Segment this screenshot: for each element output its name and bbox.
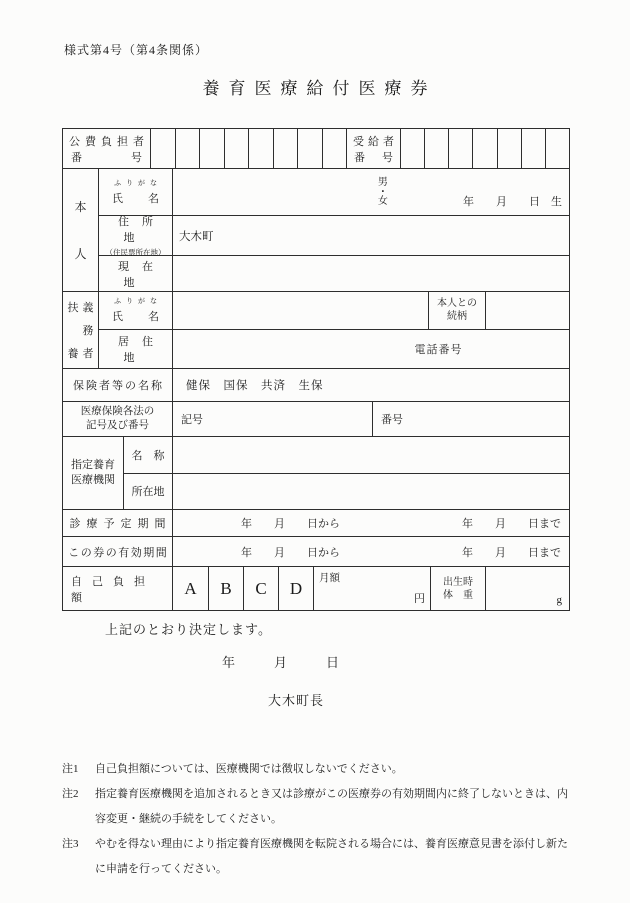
note-text: 指定養育医療機関を追加されるとき又は診療がこの医療券の有効期間内に終了しないときは、内容変更・継続の手続をしてください。 [95, 788, 568, 825]
self-pay-label: 自己負担額 [63, 567, 173, 610]
number-box [176, 129, 201, 168]
institution-address-row [124, 474, 569, 510]
number-box [225, 129, 250, 168]
recipient-number-label-line2 [347, 149, 400, 165]
number-box [151, 129, 176, 168]
decision-date-template: 年 月 日 [222, 655, 340, 670]
payer-number-label-line1: 公費負担者 [69, 135, 149, 148]
note-item [62, 757, 569, 782]
address-label-sub: （住民票所在地） [105, 248, 166, 257]
validity-period-value [173, 537, 569, 566]
form-number-note: 様式第4号（第4条関係） [64, 43, 209, 57]
number-box [425, 129, 449, 168]
obligor-section [63, 292, 569, 369]
recipient-number-go: 号 [382, 151, 393, 164]
period-to: 年 月 日まで [462, 546, 561, 559]
residence-value [173, 330, 569, 368]
decision-statement: 上記のとおり決定します。 [105, 622, 272, 637]
number-box [323, 129, 347, 168]
institution-section [63, 437, 569, 510]
obligor-char-gi: 義 [82, 302, 94, 314]
payer-number-go: 号 [131, 151, 142, 164]
phone-number-label: 電話番号 [414, 343, 463, 356]
sex-female: 女 [377, 195, 388, 207]
period-from: 年 月 日から [241, 518, 340, 530]
person-name-label [99, 169, 173, 215]
sex-male: 男 [377, 176, 388, 188]
obligor-char-fu: 扶 [67, 302, 79, 314]
payer-number-label-line2 [63, 149, 150, 165]
payer-number-label [63, 129, 151, 168]
self-pay-row [63, 567, 569, 610]
mayor-signature: 大木町長 [268, 693, 325, 708]
number-box [546, 129, 569, 168]
validity-period-row [63, 537, 569, 567]
sex-selector [378, 178, 388, 207]
treatment-period-row [63, 510, 569, 537]
obligor-name-row [99, 292, 569, 330]
number-field-label: 番号 [381, 414, 403, 426]
validity-period-label: この券の有効期間 [63, 537, 173, 566]
note-text: 自己負担額については、医療機関では徴収しないでください。 [95, 763, 403, 775]
recipient-number-label [346, 129, 401, 168]
person-heading-char1: 本 [74, 200, 87, 215]
insurer-options: 健保 国保 共済 生保 [186, 380, 324, 392]
current-location-value [173, 256, 569, 291]
person-name-value [173, 169, 569, 215]
person-name-row [99, 169, 569, 216]
note-item [62, 782, 569, 832]
self-pay-option-c: C [244, 567, 279, 610]
person-section [63, 169, 569, 292]
number-box [200, 129, 225, 168]
obligor-heading [63, 292, 99, 368]
birth-weight-label: 出生時 体 重 [431, 567, 486, 610]
person-heading [63, 169, 99, 291]
note-item [62, 832, 569, 882]
number-row [63, 129, 569, 169]
note-number: 注2 [62, 788, 79, 800]
institution-name-value [173, 437, 569, 473]
insurance-code-label: 医療保険各法の 記号及び番号 [63, 402, 173, 436]
period-from: 年 月 日から [241, 546, 340, 559]
furigana-label: ふりがな [114, 179, 162, 187]
number-box [498, 129, 522, 168]
recipient-number-ban: 番 [354, 151, 365, 164]
institution-address-label: 所在地 [124, 474, 173, 510]
note-number: 注3 [62, 838, 79, 850]
note-number: 注1 [62, 763, 79, 775]
voucher-table [62, 128, 570, 611]
name-label: 氏 名 [112, 311, 166, 324]
obligor-name-label [99, 292, 173, 329]
name-label: 氏 名 [112, 193, 166, 205]
treatment-period-label: 診療予定期間 [63, 510, 173, 536]
symbol-field-label: 記号 [173, 402, 373, 436]
furigana-label: ふりがな [114, 297, 162, 306]
person-address-row [99, 216, 569, 256]
insurance-code-row [63, 402, 569, 437]
self-pay-option-b: B [209, 567, 244, 610]
number-box [449, 129, 473, 168]
institution-heading: 指定養育 医療機関 [63, 437, 124, 509]
number-box [274, 129, 299, 168]
institution-name-label: 名 称 [124, 437, 173, 473]
obligor-residence-row [99, 330, 569, 368]
monthly-amount-cell [314, 567, 431, 610]
notes-section [62, 757, 569, 882]
number-box [249, 129, 274, 168]
residence-label: 居住地 [99, 330, 173, 368]
relationship-value [486, 292, 569, 329]
self-pay-option-d: D [279, 567, 314, 610]
page-title: 養育医療給付医療券 [202, 79, 437, 98]
note-text: やむを得ない理由により指定養育医療機関を転院される場合には、養育医療意見書を添付し新たに申請を行ってください。 [95, 838, 568, 875]
birth-weight-value [486, 567, 569, 610]
obligor-name-value [173, 292, 429, 329]
self-pay-option-a: A [173, 567, 209, 610]
person-heading-char2: 人 [74, 246, 87, 261]
address-label [99, 216, 173, 255]
yen-unit: 円 [414, 593, 425, 605]
current-location-row [99, 256, 569, 291]
insurer-row [63, 369, 569, 402]
number-box [401, 129, 425, 168]
period-to: 年 月 日まで [462, 518, 561, 530]
number-box [522, 129, 546, 168]
recipient-number-boxes [401, 129, 569, 168]
obligor-char-mu: 務 [82, 325, 94, 337]
relationship-label: 本人との 続柄 [429, 292, 486, 329]
obligor-char-sha: 者 [82, 348, 94, 360]
obligor-char-yo: 養 [67, 348, 79, 360]
gram-unit: g [556, 594, 562, 606]
birthdate-template: 年 月 日 生 [463, 196, 562, 208]
recipient-number-label-line1: 受給者 [353, 135, 398, 148]
monthly-amount-label: 月額 [319, 573, 340, 584]
current-location-label: 現在地 [99, 256, 173, 291]
treatment-period-value [173, 510, 569, 536]
address-label-main: 住所地 [118, 216, 166, 244]
number-box [473, 129, 497, 168]
address-value: 大木町 [179, 230, 214, 243]
institution-name-row [124, 437, 569, 474]
number-box [298, 129, 323, 168]
payer-number-ban: 番 [71, 151, 82, 164]
payer-number-boxes [151, 129, 346, 168]
institution-address-value [173, 474, 569, 510]
sex-dot: ・ [377, 186, 388, 198]
insurer-label: 保険者等の名称 [63, 369, 173, 401]
